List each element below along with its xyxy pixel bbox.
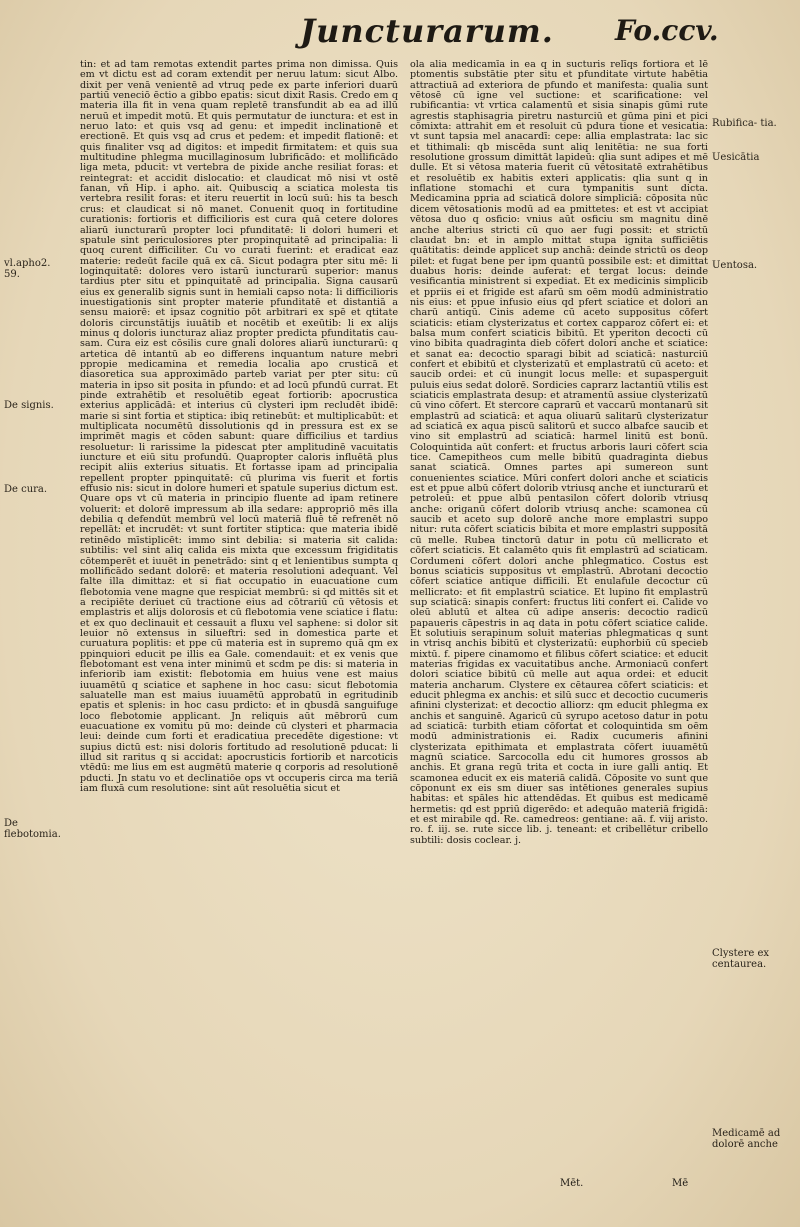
catchword-right: Mē — [672, 1178, 689, 1189]
folio-number: Fo.ccv. — [615, 14, 719, 47]
catchword-left: Mēt. — [560, 1178, 584, 1189]
margin-note-vesicantia: Uesicātia — [712, 152, 760, 163]
margin-note-clystere: Clystere ex centaurea. — [712, 948, 770, 970]
running-title: Juncturarum. — [300, 12, 554, 50]
right-column-text: ola alia medicamīa in ea q in sucturis relīqs fortiora et lē ptomentis substātie pter situ et pfunditate virtute habētia attractiuā ad exteriora de pfundo et manifesta: qualia sunt vētosē cū igne vel suctione: et scarificatione: vel rubificantia: vt vrtica calamentū et sisia sinapis gūmi rute agrestis staphisagria piretru nasturciū et gūma pini et pici cōmixta: attrahit em et resoluit cū pdura tione et vesicatia: vt sunt tapsia mel anacardī: cepe: allia emplastrata: lac sic et tithimali: qb miscēda sunt aliq lenitētia: ne sua forti resolutione grossum dimittāt lapideū: qlia sunt adipes et mē dulle. Et si vētosa materia fuerit cū vētositatē extrahētibus et resoluētib ex habitis exteri applicatis: qlia sunt q in inflatione stomachi et cura tympanitis sunt dicta. Medicamina ppria ad sciaticā dolore simpliciā: cōposita nūc dicem vētosationis modū ad ea pmittetes: et est vt accipiat vētosa duo q osficio: vnius aūt osficiu sm magnitu dinē anche alterius stricti cū quo aer fugi possit: et strictū claudat bn: et in amplo mittat stupa ignita sufficiētis quātitatis: deinde applicet sup anchā: deinde strictū os deop pilet: et fugat bene per ipm quantū possibile est: et dimittat duabus horis: deinde auferat: et tergat locus: deinde vesificantia ministrent si expediat. Et ex medicinis simplicib et ppriis ei et frigide est afarū sm oēm modū administratio nis eius: et ppue infusio eius qd pfert sciatice et dolori an charū antiqū. Cinis ademe cū aceto suppositus cōfert sciaticis: etiam clysterizatus et cortex capparoz cōfert ei: et balsa mum confert sciaticis bibitū. Et yperiton decocti cū vino bibita quadraginta dieb cōfert dolori anche et sciatice: et sanat ea: decoctio sparagi bibit ad sciaticā: nasturciū confert et ebibitū et clysterizatū et emplastratū cū aceto: et saucib ordei: et cū inungit locus melle: et supasperguit puluis eius sedat dolorē. Sordicies caprarz lactantiū vtilis est sciaticis emplastrata desup: et atramentū assiue clysterizatū cū vino cōfert. Et stercore caprarū et vaccarū montanarū sit emplastrū ad sciaticā: et aqua oliuarū salitarū clysterizatur ad sciaticā ex aqua piscū salitorū et succo albafce saucib et vino sit emplastrū ad sciaticā: harmel linitū est bonū. Coloquintida aūt confert: et fructus arboris lauri cōfert scia tice. Camepitheos cum melle bibitū quadraginta diebus sanat sciaticā. Omnes partes api sumereon sunt conuenientes sciatice. Mūri confert dolori anche et sciaticis est et ppue albū cōfert dolorib vtriusq anche et iuncturarū et petroleū: et ppue albū pentasilon cōfert dolorib vtriusq anche: origanū cōfert dolorib vtriusq anche: scamonea cū saucib et aceto sup dolorē anche more emplastri suppo nitur: ruta cōfert sciaticis bibita et more emplastri suppositā cū melle. Rubea tinctorū datur in potu cū mellicrato et cōfert sciaticis. Et calamēto quis fit emplastrū ad sciaticam. Cordumeni cōfert dolori anche phlegmatico. Costus est bonus sciaticis suppositus vt emplastrū. Abrotani decoctio cōfert sciatice antique difficili. Et enulafule decoctur cū mellicrato: et fit emplastrū sciatice. Et lupino fit emplastrū sup sciaticā: sinapis confert: fructus liti confert ei. Calide vo oleū ablutū et altea cū adipe anseris: decoctio radicū papaueris cāpestris in aq data in potu cōfert sciatice calide. Et solutiuis serapinum soluit materias phlegmaticas q sunt in vtrisq anchis bibitū et clysterizatū: euphorbiū cū specieb mixtū. f. pipere cinamomo et filibus cōfert sciatice: et educit materias frigidas ex vacuitatibus anche. Armoniacū confert dolori sciatice bibitū cū melle aut aqua ordei: et educit materia ancharum. Clystere ex cētaurea cōfert sciaticis: et educit phlegma ex anchis: et silū succ et decoctio cucumeris afinini clysterizat: et decoctio alliorz: qm educit phlegma ex anchis et sanguinē. Agaricū cū syrupo acetoso datur in potu ad sciaticā: turbith etiam cōfortat et coloquintida sm oēm modū administrationis ei. Radix cucumeris afinini clysterizata epithimata et emplastrata cōfert iuuamētū magnū sciatice. Sarcocolla edu cit humores grossos ab anchis. Et grana regū trita et cocta in iure galli antiq. Et scamonea educit ex eis materiā calidā. Cōposite vo sunt que cōponunt ex eis sm diuer sas intētiones generales supius habitas: et spāles hic attendēdas. Et quibus est medicamē hermetis: qd est ppriū digerēdo: et adequāo materiā frigidā: et est mirabile qd. Re. camedreos: gentiane: aā. f. viij aristo. ro. f. iij. se. rute sicce lib. j. teneant: et cribellētur cribello subtili: dosis coclear. j. — [410, 60, 708, 846]
margin-note-phlebotomy: De flebotomia. — [4, 818, 61, 840]
margin-note-signs: De signis. — [4, 400, 54, 411]
margin-note-cure: De cura. — [4, 484, 48, 495]
margin-note-ventosa: Uentosa. — [712, 260, 758, 271]
margin-note-medicament: Medicamē ad dolorē anche — [712, 1128, 781, 1150]
right-column — [410, 60, 708, 1166]
page-header — [0, 6, 800, 52]
left-column — [80, 60, 398, 1166]
margin-note-aphorism: vl.apho2. 59. — [4, 258, 51, 280]
margin-note-rubificantia: Rubifica- tia. — [712, 118, 777, 129]
left-column-text: tin: et ad tam remotas extendit partes prima non dimissa. Quis em vt dictu est ad coram extendit per neruu latum: sicut Albo. dixit per venā venientē ad vtruq pede ex parte inferiori duarū partiū veneciō ēctio a gibbo epatis: sicut dixit Rasis. Credo em q materia illa fit in vena quam repletē transfundit ab ea ad illū neruū et impedit motū. Et quis permutatur de iunctura: et est in neruo lato: et quis vsq ad genu: et impedit inclinationē et erectionē. Et quis vsq ad crus et pedem: et impedit flationē: et quis finaliter vsq ad digitos: et impedit firmitatem: et quis sua multitudine phlegma mucillaginosum lubrificādo: et mollificādo liga meta, pducit: vt vertebra de pixide anche resiliat foras: et reintegrat: et accidit dislocatio: et claudicat mō nisi vt ostē fanan, vñ Hip. i apho. ait. Quibusciq a sciatica molesta tis vertebra resilit foras: et iteru reuertit in locū suū: his ta besch crus: et claudicat si nō manet. Conuenit quoq in fortitudine curationis: fortioris et difficilioris est cura quā cetere dolores aliarū iuncturarū propter loci pfunditatē: li dolori humeri et spatule sint periculosiores pter propinquitatē ad principalia: li quoq curent difficiliter. Cu vo curati fuerint: et eradicat eaz materie: redeūt facile quā ex cā. Sicut podagra pter situ mē: li loginquitatē: dolores vero istarū iuncturarū superior: manus tardius pter situ et ppinquitatē ad principalia. Signa causarū eius ex generalib signis sunt in hemiali capso nota: li difficilioris inuestigationis sint propter materie pfunditatē et distantiā a sensu maiorē: et ipsaz cognitio pōt arbitrari ex spē et qtitate doloris circunstātijs iuuātib et nocētib et exeūtib: li ex alijs minus q doloris iuncturaz aliaz propter predicta pfunditatis cau- sam. Cura eiz est cōsilis cure gnali dolores aliarū iuncturarū: q artetica dē intantū ab eo differens inquantum nature mebri ppropie medicamina et remedia localia apo crusticā et diasoretica sua approximādo parteb variat per pter situ: cū materia in ipso sit posita in pfundo: et ad locū pfundū currat. Et pinde extrahētib et resoluētib egeat fortiorib: apocrustica exterius applicādā: et interius cū clysteri ipm recludēt ibidē: marie si sint fortia et stiptica: ibiq retinebūt: et multiplicabūt: et multiplicata nocumētū dissolutionis qd in pressura est ex se imprimēt magis et cōden sabunt: quare difficilius et tardius resoluetur: li rarissime la pidescat pter amplitudinē vacuitatis iuncture et eiū situ profundū. Quapropter caloris influētā plus recipit aliis exterius situatis. Et fortasse ipam ad principalia repellent propter ppinquitatē: cū plurima vis fuerit et fortis effusio nis: sicut in dolore humeri et spatule superius dictum est. Quare ops vt cū materia in principio fluente ad ipam retinere voluerit: et dolorē impressum ab illa sedare: appropriō mēs illa debilia q defendūt membrū vel locū materiā fluē tē refrenēt nō repellāt: et incrudēt: vt sunt fortiter stiptica: que materia ibidē retinēdo mīstiplicēt: immo sint debilia: si materia sit calida: subtilis: vel sint aliq calida eis mixta que excessum frigiditatis cōtemperēt et iuuēt in penetrādo: sint q et lenientibus sumpta q mollificādo sedant dolorē: et materia resolutioni adequant. Vel falte illa dimittaz: et si fiat occupatio in euacuatione cum flebotomia vene magne que respiciat membrū: si qd mittēs sit et a recipiēte deriuet cū tractione eius ad cōtrariū cū vētosis et emplastris et alijs dolorosis et cū flebotomia vene sciatice i flatu: et ex quo declinauit et cessauit a fluxu vel saphene: si dolor sit leuior nō extensus in silueftri: sed in domestica parte et curuatura poplitis: et ppe cū materia est in supremo quā qm ex ppinquiori educit pe illis ea Gale. comendauit: et ex venis que flebotomant est vena inter minimū et scdm pe dis: si materia in inferiorib iam existit: flebotomia em huius vene est maius iuuamētū q sciatice et saphene in hoc casu: sicut flebotomia saluatelle man est maius iuuamētū approbatū in egritudinib epatis et splenis: in hoc casu prdicto: et in qbusdā sanguifuge loco flebotomie applicant. Jn reliquis aūt mēbrorū cum euacuatione ex vomitu pū mo: deinde cū clysteri et pharmacia leui: deinde cum forti et eradicatiua precedēte digestione: vt supius dictū est: nisi doloris fortitudo ad resolutionē pducat: li illud sit raritus q si accidat: apocrusticis fortiorib et narcoticis vtēdū: me lius em est augmētū materie q corporis ad resolutionē pducti. Jn statu vo et declinatiōe ops vt occuperis circa ma teriā iam fluxā cum resolutione: sint aūt resoluētia sicut et — [80, 60, 398, 795]
